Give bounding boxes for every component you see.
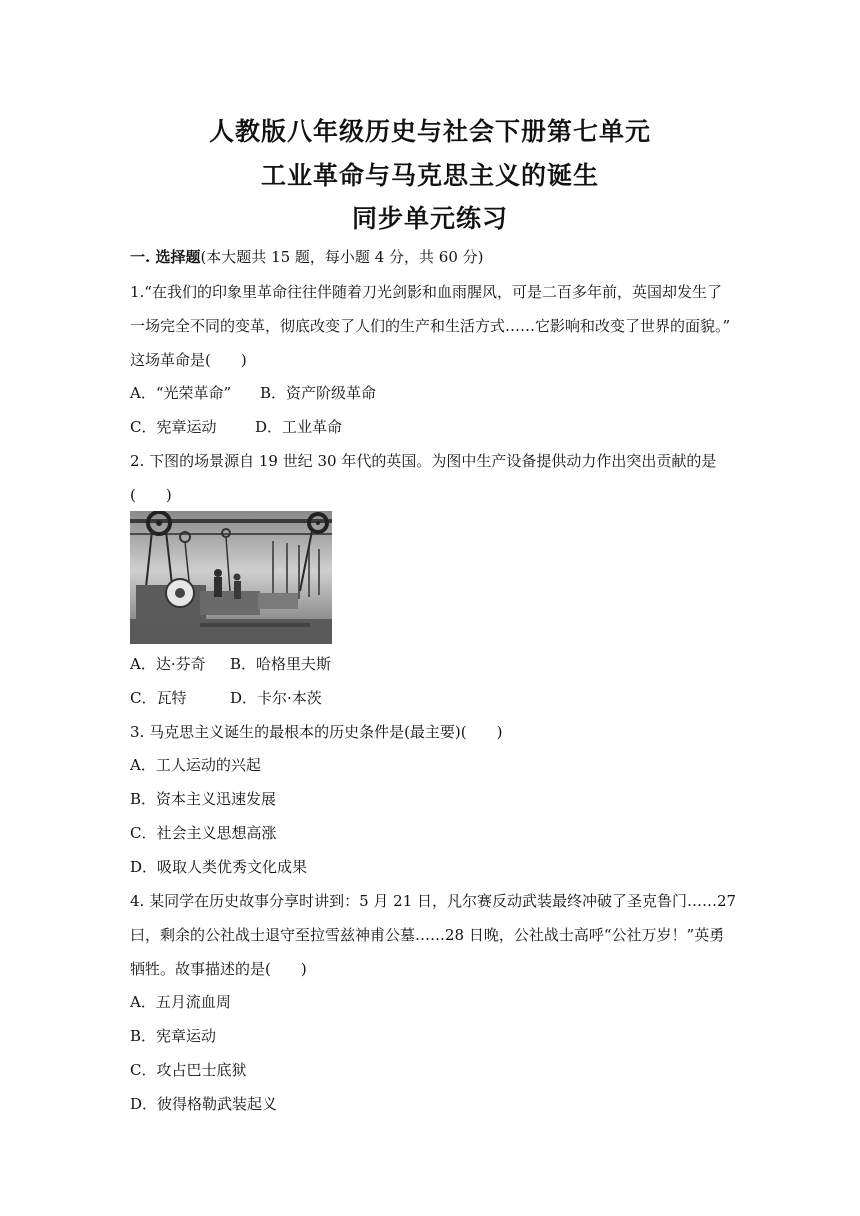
question-1-options-row-1: [130, 383, 376, 403]
question-2-options-row-1: [130, 654, 331, 674]
question-1-line-2: 一场完全不同的变革，彻底改变了人们的生产和生活方式……它影响和改变了世界的面貌。”: [130, 317, 731, 335]
page-title-line-2: 工业革命与马克思主义的诞生: [260, 161, 599, 190]
question-1-option-d[interactable]: D．工业革命: [255, 418, 343, 436]
page-title-line-1: 人教版八年级历史与社会下册第七单元: [208, 117, 651, 146]
textile-factory-image: [130, 511, 332, 644]
question-4-option-c[interactable]: C．攻占巴士底狱: [130, 1061, 247, 1079]
page-title-line-3: 同步单元练习: [351, 204, 508, 233]
question-3-option-d[interactable]: D．吸取人类优秀文化成果: [130, 858, 308, 876]
question-3-option-a[interactable]: A．工人运动的兴起: [130, 756, 261, 774]
question-3-option-b[interactable]: B．资本主义迅速发展: [130, 790, 277, 808]
question-3-line-1: 3. 马克思主义诞生的最根本的历史条件是(最主要)( ): [130, 723, 503, 741]
question-1-line-3: 这场革命是( ): [130, 351, 247, 369]
question-4-line-3: 牺牲。故事描述的是( ): [130, 960, 307, 978]
question-2-line-1: 2. 下图的场景源自 19 世纪 30 年代的英国。为图中生产设备提供动力作出突出贡献的是: [130, 452, 717, 470]
question-2-option-d[interactable]: D．卡尔·本茨: [230, 689, 322, 707]
question-2-option-a[interactable]: A．达·芬奇: [130, 655, 206, 673]
question-1-option-b[interactable]: B．资产阶级革命: [260, 384, 377, 402]
question-4-option-b[interactable]: B．宪章运动: [130, 1027, 217, 1045]
question-1-option-a[interactable]: A．“光荣革命”: [130, 384, 232, 402]
question-2-option-b[interactable]: B．哈格里夫斯: [230, 655, 332, 673]
question-2-options-row-2: [130, 688, 322, 708]
section-note: (本大题共 15 题，每小题 4 分，共 60 分): [200, 248, 484, 266]
question-1-options-row-2: [130, 417, 342, 437]
question-1-line-1: 1.“在我们的印象里革命往往伴随着刀光剑影和血雨腥风，可是二百多年前，英国却发生了: [130, 283, 722, 301]
question-2-option-c[interactable]: C．瓦特: [130, 689, 187, 707]
question-4-option-d[interactable]: D．彼得格勒武装起义: [130, 1095, 278, 1113]
question-4-option-a[interactable]: A．五月流血周: [130, 993, 231, 1011]
section-label: 一. 选择题: [130, 248, 201, 266]
question-1-option-c[interactable]: C．宪章运动: [130, 418, 217, 436]
question-4-line-2: 曰，剩余的公社战士退守至拉雪兹神甫公墓……28 日晚，公社战士高呼“公社万岁！”英勇: [130, 926, 725, 944]
question-4-line-1: 4. 某同学在历史故事分享时讲到：5 月 21 日，凡尔赛反动武装最终冲破了圣克鲁门……27: [130, 892, 737, 910]
section-heading: [130, 247, 483, 267]
textile-factory-illustration: [130, 511, 332, 644]
question-2-line-2: ( ): [130, 486, 172, 504]
question-3-option-c[interactable]: C．社会主义思想高涨: [130, 824, 277, 842]
